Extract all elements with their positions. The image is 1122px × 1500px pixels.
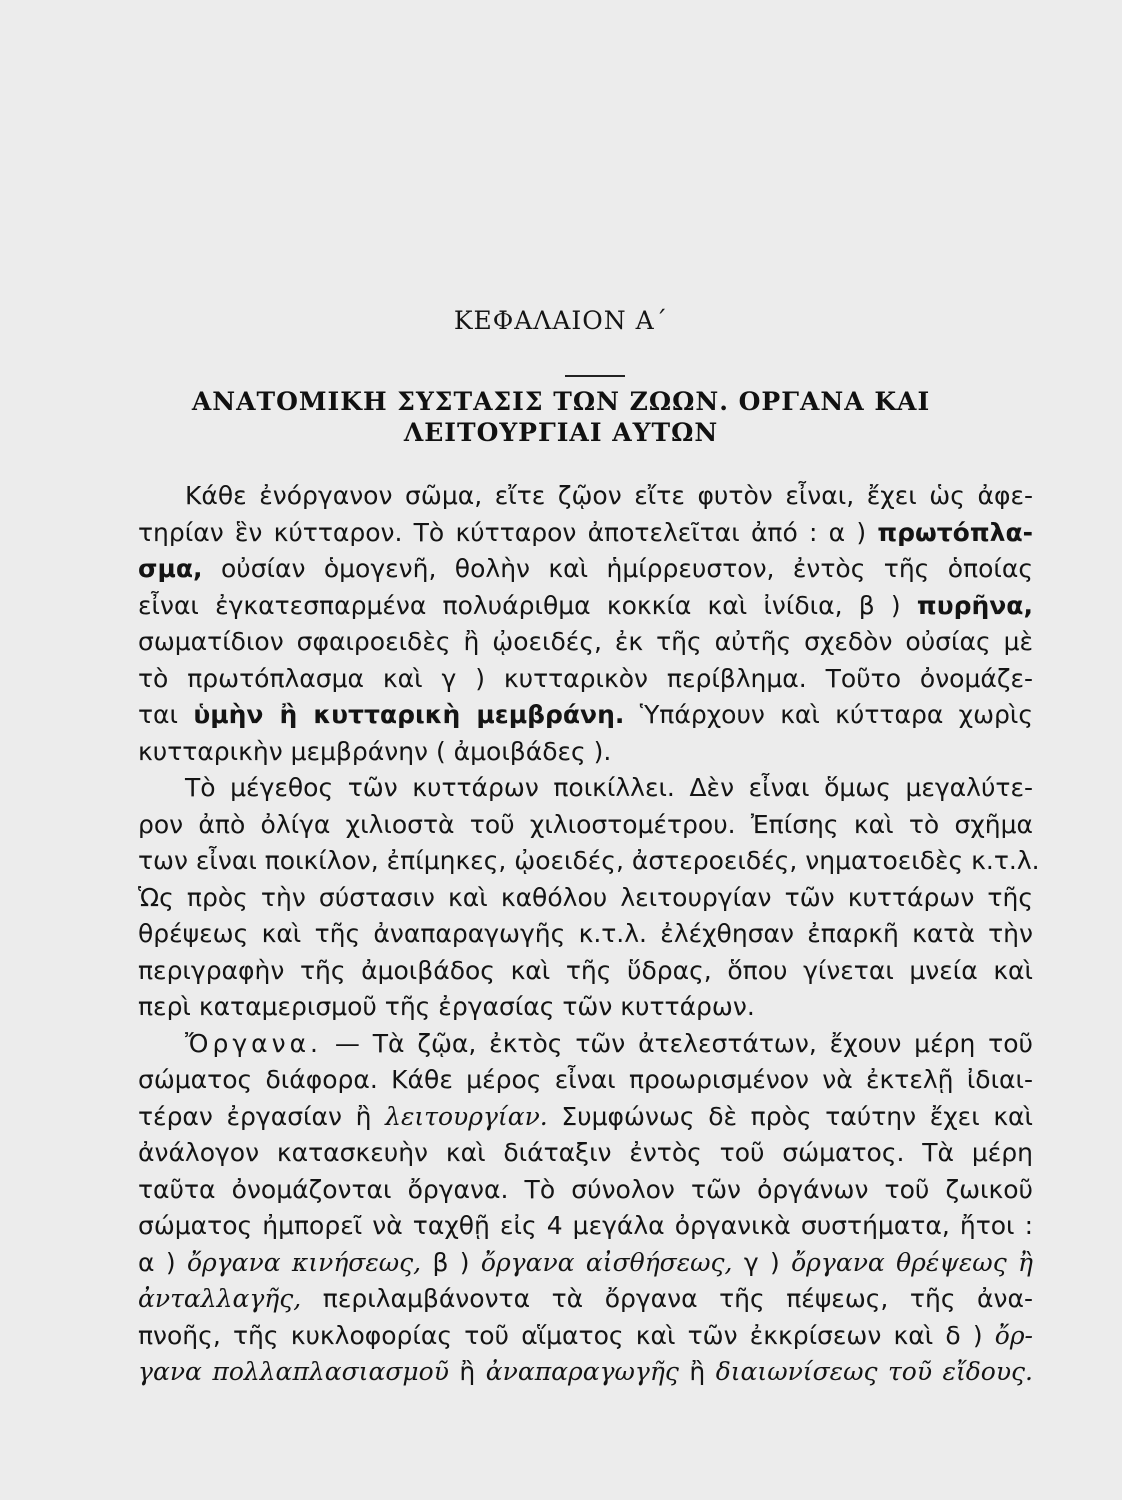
text-span: τηρίαν ἓν κύτταρον. Τὸ κύτταρον ἀποτελεῖται ἀπό : α ) xyxy=(138,517,867,547)
text-line: Τὸ μέγεθος τῶν κυττάρων ποικίλλει. Δὲν εἶναι ὅμως μεγαλύτε- xyxy=(185,773,1033,802)
bold-term: ὑμὴν ἢ κυτταρικὴ μεμβράνη. xyxy=(193,700,625,729)
text-line xyxy=(138,1245,1033,1282)
text-line: Κάθε ἐνόργανον σῶμα, εἴτε ζῷον εἴτε φυτὸν εἶναι, ἔχει ὡς ἀφε- xyxy=(185,481,1033,510)
text-span: — Τὰ ζῷα, ἐκτὸς τῶν ἀτελεστάτων, ἔχουν μέρη τοῦ xyxy=(334,1028,1033,1058)
bold-term: σμα, xyxy=(138,554,203,583)
text-span: Συμφώνως δὲ πρὸς ταύτην ἔχει καὶ xyxy=(561,1101,1033,1131)
italic-term: ἀναπαραγωγῆς xyxy=(485,1357,679,1386)
italic-term: γανα πολλαπλασιασμοῦ xyxy=(138,1357,449,1386)
italic-term: λειτουργίαν. xyxy=(385,1101,548,1131)
text-line: των εἶναι ποικίλον, ἐπίμηκες, ᾠοειδές, ἀστεροειδές, νηματοειδὲς κ.τ.λ. xyxy=(138,846,1040,875)
bold-term: πρωτόπλα- xyxy=(877,517,1033,547)
text-span: γ ) xyxy=(743,1247,780,1277)
text-line: ρον ἀπὸ ὀλίγα χιλιοστὰ τοῦ χιλιοστομέτρου. Ἐπίσης καὶ τὸ σχῆμα xyxy=(138,809,1033,839)
text-line xyxy=(138,551,1033,588)
text-line: σωματίδιον σφαιροειδὲς ἢ ᾠοειδές, ἐκ τῆς αὐτῆς σχεδὸν οὐσίας μὲ xyxy=(138,627,1033,656)
text-line xyxy=(138,697,1033,734)
text-line: Ὡς πρὸς τὴν σύστασιν καὶ καθόλου λειτουργίαν τῶν κυττάρων τῆς xyxy=(138,882,1033,912)
text-line: τὸ πρωτόπλασμα καὶ γ ) κυτταρικὸν περίβλημα. Τοῦτο ὀνομάζε- xyxy=(138,663,1033,693)
text-line xyxy=(138,1099,1033,1136)
text-line: σώματος ἠμπορεῖ νὰ ταχθῇ εἰς 4 μεγάλα ὀργανικὰ συστήματα, ἤτοι : xyxy=(138,1211,1033,1240)
italic-term: διαιωνίσεως τοῦ εἴδους. xyxy=(715,1357,1033,1386)
text-line xyxy=(138,1318,1033,1355)
text-line: ταῦτα ὀνομάζονται ὄργανα. Τὸ σύνολον τῶν ὀργάνων τοῦ ζωικοῦ xyxy=(138,1174,1033,1204)
paragraph-1 xyxy=(138,478,1033,770)
text-line: περὶ καταμερισμοῦ τῆς ἐργασίας τῶν κυττάρων. xyxy=(138,992,755,1021)
text-span: ἢ xyxy=(689,1357,706,1386)
text-line: ἀνάλογον κατασκευὴν καὶ διάταξιν ἐντὸς τοῦ σώματος. Τὰ μέρη xyxy=(138,1138,1033,1167)
text-span: β ) xyxy=(432,1247,470,1277)
italic-term: ὄργανα κινήσεως, xyxy=(186,1247,422,1277)
text-line: κυτταρικὴν μεμβράνην ( ἀμοιβάδες ). xyxy=(138,736,612,766)
text-line xyxy=(138,1026,1033,1063)
italic-term: ὄργανα θρέψεως ἢ xyxy=(791,1247,1034,1277)
text-span: τέραν ἐργασίαν ἢ xyxy=(138,1101,372,1131)
title-divider xyxy=(565,375,625,377)
text-line xyxy=(138,1354,1033,1391)
chapter-title: ΚΕΦΑΛΑΙΟΝ Α΄ xyxy=(453,306,669,335)
paragraph-3 xyxy=(138,1026,1033,1391)
text-span: πνοῆς, τῆς κυκλοφορίας τοῦ αἵματος καὶ τῶν ἐκκρίσεων καὶ δ ) xyxy=(138,1320,983,1350)
section-heading-line-1: ΑΝΑΤΟΜΙΚΗ ΣΥΣΤΑΣΙΣ ΤΩΝ ΖΩΩΝ. ΟΡΓΑΝΑ ΚΑΙ xyxy=(191,387,931,416)
paragraph-2 xyxy=(138,770,1040,1026)
bold-term: πυρῆνα, xyxy=(916,590,1033,620)
text-line: σώματος διάφορα. Κάθε μέρος εἶναι προωρισμένον νὰ ἐκτελῇ ἰδιαι- xyxy=(138,1065,1033,1094)
section-heading-line-2: ΛΕΙΤΟΥΡΓΙΑΙ ΑΥΤΩΝ xyxy=(403,418,719,447)
text-line xyxy=(138,515,1033,552)
text-span: Ὑπάρχουν καὶ κύτταρα χωρὶς xyxy=(639,700,1034,729)
text-line xyxy=(138,588,1033,625)
text-line: περιγραφὴν τῆς ἀμοιβάδος καὶ τῆς ὕδρας, ὅπου γίνεται μνεία καὶ xyxy=(138,955,1033,985)
text-line xyxy=(138,1281,1033,1318)
text-span: α ) xyxy=(138,1247,176,1277)
spaced-term: Ὄργανα. xyxy=(185,1028,322,1058)
text-span: εἶναι ἐγκατεσπαρμένα πολυάριθμα κοκκία καὶ ἰνίδια, β ) xyxy=(138,590,901,620)
text-line: θρέψεως καὶ τῆς ἀναπαραγωγῆς κ.τ.λ. ἐλέχθησαν ἐπαρκῆ κατὰ τὴν xyxy=(138,919,1033,948)
italic-term: ἀνταλλαγῆς, xyxy=(138,1284,302,1313)
body-text xyxy=(138,478,1040,1391)
italic-term: ὄργανα αἰσθήσεως, xyxy=(480,1247,733,1277)
text-span: οὐσίαν ὁμογενῆ, θολὴν καὶ ἡμίρρευστον, ἐντὸς τῆς ὁποίας xyxy=(220,554,1033,583)
text-span: ἢ xyxy=(459,1357,476,1386)
text-span: ται xyxy=(138,700,178,729)
italic-term: ὄρ- xyxy=(994,1320,1033,1350)
text-span: περιλαμβάνοντα τὰ ὄργανα τῆς πέψεως, τῆς ἀνα- xyxy=(322,1284,1033,1313)
